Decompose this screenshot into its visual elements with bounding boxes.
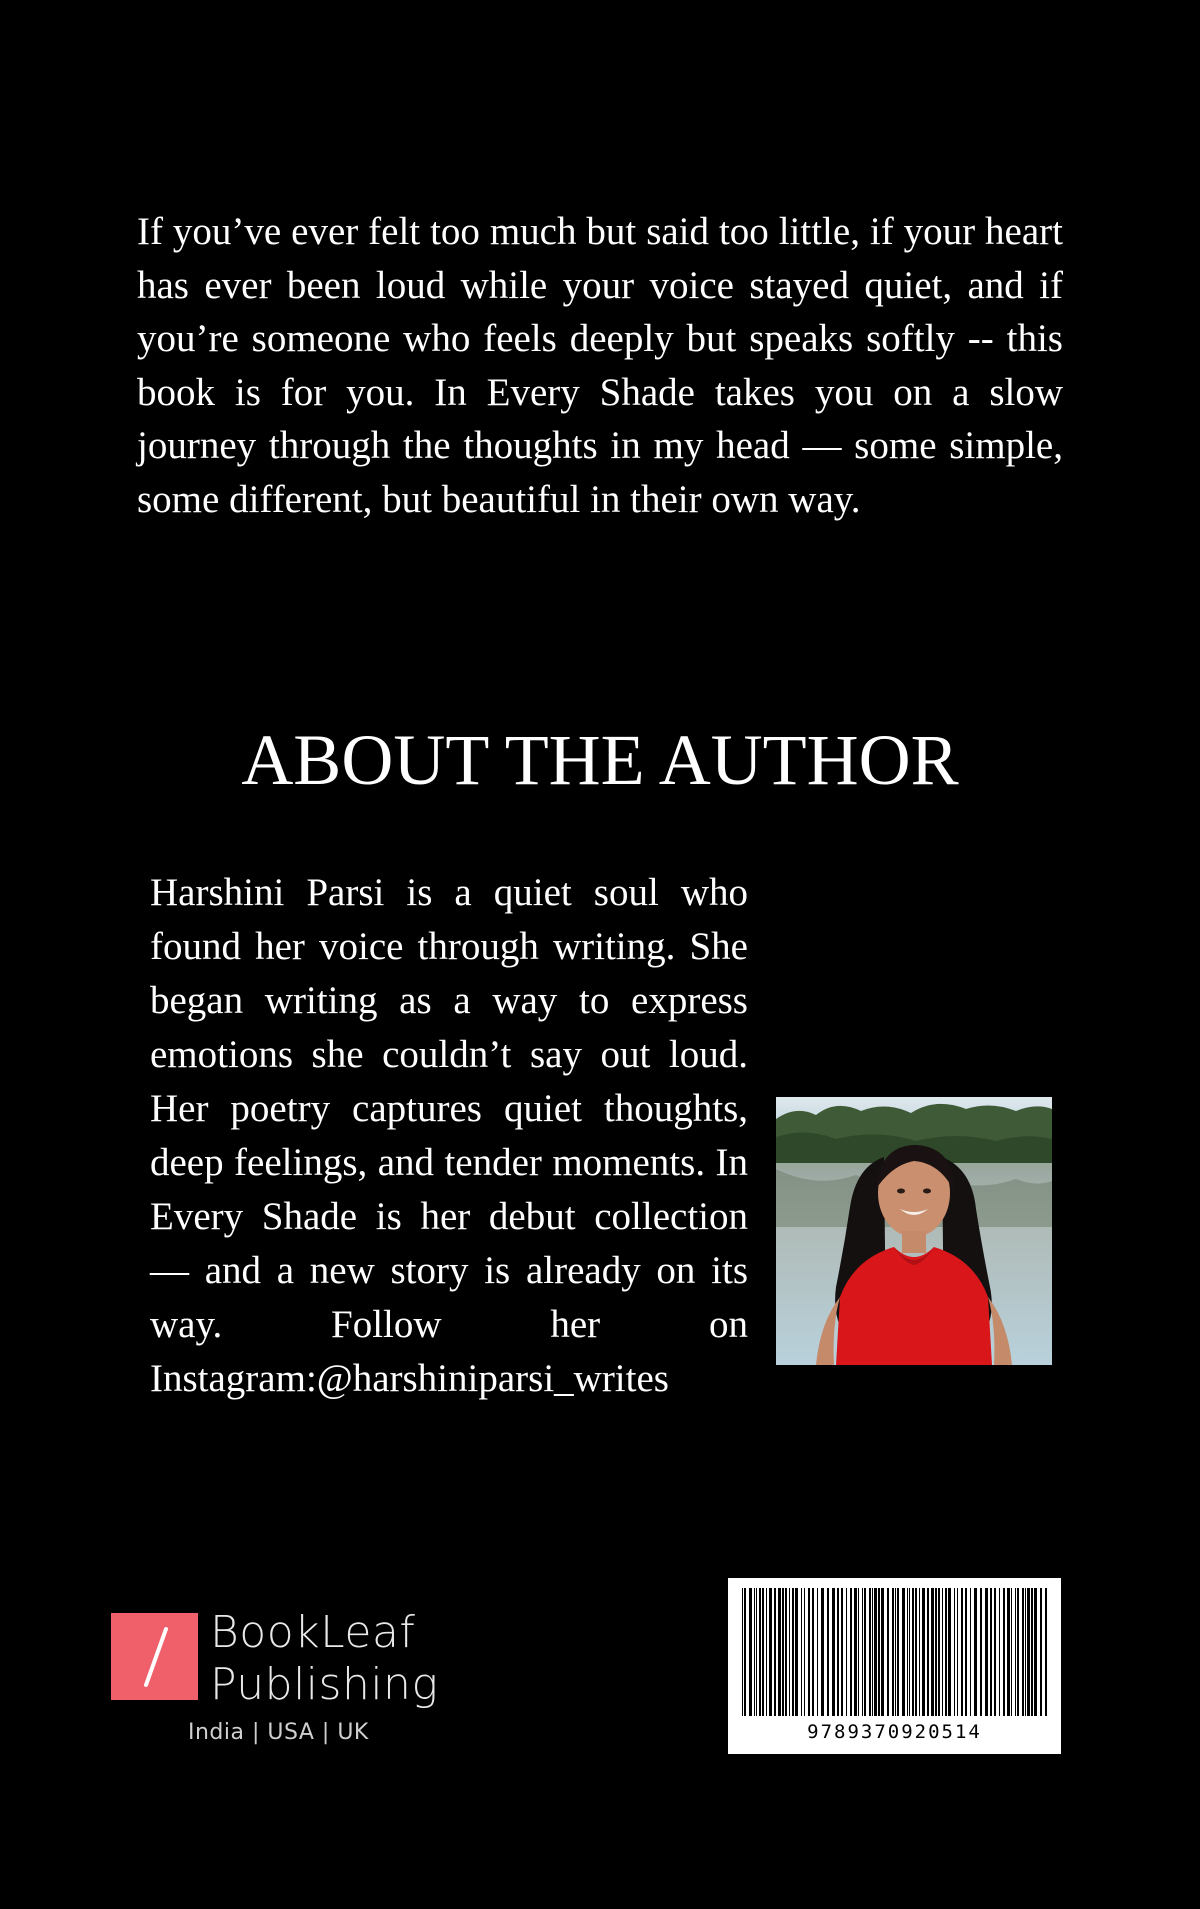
barcode-bar (957, 1588, 958, 1716)
barcode-bar (801, 1588, 802, 1716)
author-bio: Harshini Parsi is a quiet soul who found her voice through writing. She began writing as a way to express emotions she couldn’t say out loud. Her poetry captures quiet thoughts, deep feelings, and tender moments. In Every Shade is her debut collection — and a new story is already on its way. Follow her on Instagram:@harshiniparsi_writes (150, 871, 748, 1400)
barcode-bar (827, 1588, 829, 1716)
barcode-bar (965, 1588, 967, 1716)
barcode-bar (897, 1588, 899, 1716)
barcode-bar (744, 1588, 746, 1716)
barcode-bar (774, 1588, 776, 1716)
barcode-bar (837, 1588, 839, 1716)
back-cover-blurb: If you’ve ever felt too much but said too little, if your heart has ever been loud while your voice stayed quiet, and if you’re someone who feels deeply but speaks softly -- this book is for you. In Every Shade takes you on a slow journey through the thoughts in my head — some simple, some different, but beautiful in their own way. (137, 210, 1063, 521)
barcode-bar (990, 1588, 992, 1716)
barcode-bar (999, 1588, 1000, 1716)
about-author-heading: ABOUT THE AUTHOR (241, 720, 959, 800)
barcode-bar (912, 1588, 914, 1716)
barcode-bar (938, 1588, 940, 1716)
barcode-bar (858, 1588, 859, 1716)
publisher-logo (111, 1607, 441, 1763)
barcode-bar (841, 1588, 843, 1716)
barcode-bar (915, 1588, 917, 1716)
barcode-bar (919, 1588, 920, 1716)
barcode-bar (846, 1588, 847, 1716)
barcode-bar (821, 1588, 824, 1716)
barcode-bar (922, 1588, 925, 1716)
barcode-bar (994, 1588, 996, 1716)
barcode-bar (854, 1588, 857, 1716)
barcode-bar (1015, 1588, 1016, 1716)
barcode-bars (738, 1588, 1051, 1716)
author-photo (776, 1097, 1052, 1365)
barcode-bar (1040, 1588, 1042, 1716)
barcode-bar (948, 1588, 951, 1716)
publisher-name (210, 1607, 438, 1711)
barcode-bar (1025, 1588, 1026, 1716)
barcode-bar (980, 1588, 982, 1716)
barcode-bar (782, 1588, 784, 1716)
publisher-regions: India | USA | UK (188, 1720, 369, 1745)
barcode-bar (961, 1588, 963, 1716)
barcode-bar (759, 1588, 761, 1716)
barcode-bar (954, 1588, 955, 1716)
barcode-bar (887, 1588, 889, 1716)
barcode-bar (785, 1588, 787, 1716)
barcode-bar (874, 1588, 877, 1716)
barcode-bar (1011, 1588, 1012, 1716)
barcode-bar (881, 1588, 884, 1716)
barcode-bar (804, 1588, 805, 1716)
publisher-name-line1: BookLeaf (210, 1607, 416, 1658)
barcode-bar (970, 1588, 971, 1716)
barcode-bar (985, 1588, 988, 1716)
barcode-bar (927, 1588, 929, 1716)
barcode-bar (892, 1588, 894, 1716)
barcode-bar (878, 1588, 880, 1716)
barcode-bar (974, 1588, 977, 1716)
barcode-bar (769, 1588, 772, 1716)
barcode-bar (1022, 1588, 1024, 1716)
barcode-bar (795, 1588, 798, 1716)
isbn-number: 9789370920514 (807, 1721, 982, 1743)
barcode-bar (1031, 1588, 1033, 1716)
barcode-bar (808, 1588, 810, 1716)
barcode-bar (817, 1588, 818, 1716)
barcode-bar (742, 1588, 743, 1716)
barcode-bar (909, 1588, 910, 1716)
barcode-bar (778, 1588, 781, 1716)
barcode-bar (864, 1588, 866, 1716)
barcode-bar (869, 1588, 871, 1716)
barcode-bar (762, 1588, 764, 1716)
barcode-bar (754, 1588, 755, 1716)
barcode-bar (749, 1588, 752, 1716)
barcode-bar (1007, 1588, 1010, 1716)
barcode-bar (832, 1588, 835, 1716)
barcode-bar (1003, 1588, 1005, 1716)
barcode-bar (812, 1588, 814, 1716)
barcode-bar (862, 1588, 863, 1716)
barcode-bar (1027, 1588, 1030, 1716)
publisher-name-line2: Publishing (210, 1659, 439, 1710)
barcode-bar (945, 1588, 947, 1716)
barcode-bar (942, 1588, 943, 1716)
logo-slash-icon (111, 1613, 198, 1700)
barcode-bar (789, 1588, 790, 1716)
barcode-bar (895, 1588, 896, 1716)
barcode-bar (850, 1588, 852, 1716)
barcode-bar (766, 1588, 767, 1716)
isbn-barcode (728, 1578, 1061, 1754)
barcode-bar (931, 1588, 934, 1716)
barcode-bar (1034, 1588, 1037, 1716)
barcode-bar (935, 1588, 937, 1716)
barcode-bar (902, 1588, 905, 1716)
barcode-bar (1017, 1588, 1019, 1716)
barcode-bar (1045, 1588, 1047, 1716)
barcode-bar (792, 1588, 794, 1716)
barcode-bar (872, 1588, 873, 1716)
barcode-bar (907, 1588, 908, 1716)
barcode-bar (756, 1588, 757, 1716)
